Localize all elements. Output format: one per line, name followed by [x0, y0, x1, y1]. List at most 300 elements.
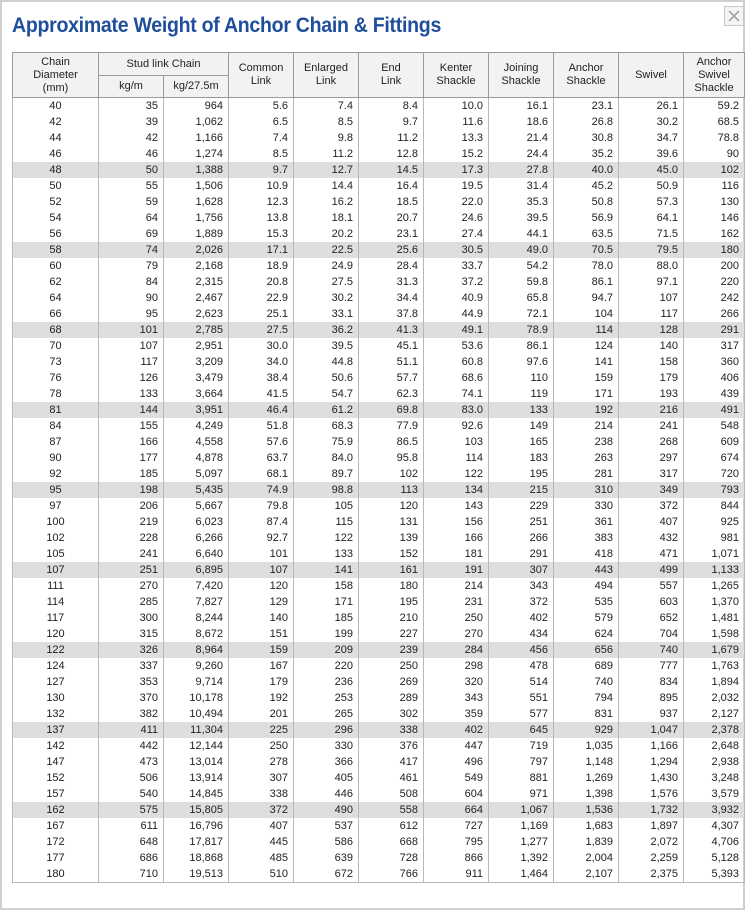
cell-anchor-shackle: 192 [554, 402, 619, 418]
cell-joining-shackle: 27.8 [489, 162, 554, 178]
cell-end-link: 69.8 [359, 402, 424, 418]
cell-kg-per-27-5m: 18,868 [164, 850, 229, 866]
cell-anchor-shackle: 494 [554, 578, 619, 594]
cell-kg-per-m: 251 [99, 562, 164, 578]
table-row [13, 338, 745, 354]
cell-kg-per-m: 35 [99, 98, 164, 115]
cell-swivel: 241 [619, 418, 684, 434]
cell-kg-per-27-5m: 2,623 [164, 306, 229, 322]
table-row [13, 178, 745, 194]
cell-kg-per-m: 185 [99, 466, 164, 482]
cell-anchor-shackle: 281 [554, 466, 619, 482]
cell-kenter-shackle: 496 [424, 754, 489, 770]
cell-swivel: 895 [619, 690, 684, 706]
cell-kenter-shackle: 866 [424, 850, 489, 866]
cell-common-link: 485 [229, 850, 294, 866]
table-row [13, 834, 745, 850]
cell-kg-per-27-5m: 2,467 [164, 290, 229, 306]
cell-kg-per-27-5m: 3,209 [164, 354, 229, 370]
cell-kg-per-27-5m: 1,889 [164, 226, 229, 242]
cell-joining-shackle: 797 [489, 754, 554, 770]
cell-swivel: 2,259 [619, 850, 684, 866]
cell-kg-per-m: 285 [99, 594, 164, 610]
cell-anchor-shackle: 78.0 [554, 258, 619, 274]
table-row [13, 562, 745, 578]
cell-enlarged-link: 236 [294, 674, 359, 690]
cell-anchor-swivel-shackle: 1,598 [684, 626, 745, 642]
cell-anchor-swivel-shackle: 674 [684, 450, 745, 466]
header-anchor-shackle: Anchor Shackle [554, 53, 619, 98]
cell-kg-per-m: 228 [99, 530, 164, 546]
cell-anchor-swivel-shackle: 3,932 [684, 802, 745, 818]
cell-joining-shackle: 478 [489, 658, 554, 674]
cell-common-link: 41.5 [229, 386, 294, 402]
cell-kenter-shackle: 15.2 [424, 146, 489, 162]
cell-anchor-swivel-shackle: 2,032 [684, 690, 745, 706]
cell-anchor-shackle: 418 [554, 546, 619, 562]
cell-end-link: 269 [359, 674, 424, 690]
cell-swivel: 740 [619, 642, 684, 658]
table-row [13, 850, 745, 866]
cell-kenter-shackle: 74.1 [424, 386, 489, 402]
cell-chain-diameter: 64 [13, 290, 99, 306]
cell-end-link: 461 [359, 770, 424, 786]
close-button[interactable] [724, 6, 744, 26]
cell-anchor-shackle: 310 [554, 482, 619, 498]
cell-kg-per-m: 69 [99, 226, 164, 242]
cell-joining-shackle: 72.1 [489, 306, 554, 322]
cell-anchor-swivel-shackle: 266 [684, 306, 745, 322]
cell-common-link: 8.5 [229, 146, 294, 162]
table-row [13, 146, 745, 162]
cell-anchor-shackle: 624 [554, 626, 619, 642]
anchor-chain-weight-table [12, 52, 745, 883]
cell-swivel: 297 [619, 450, 684, 466]
cell-swivel: 471 [619, 546, 684, 562]
cell-end-link: 227 [359, 626, 424, 642]
cell-enlarged-link: 209 [294, 642, 359, 658]
cell-kg-per-m: 90 [99, 290, 164, 306]
cell-kg-per-27-5m: 2,785 [164, 322, 229, 338]
cell-anchor-swivel-shackle: 3,579 [684, 786, 745, 802]
cell-kg-per-27-5m: 3,479 [164, 370, 229, 386]
cell-chain-diameter: 114 [13, 594, 99, 610]
cell-anchor-swivel-shackle: 2,127 [684, 706, 745, 722]
cell-kenter-shackle: 114 [424, 450, 489, 466]
table-row [13, 194, 745, 210]
cell-swivel: 26.1 [619, 98, 684, 115]
table-row [13, 786, 745, 802]
cell-chain-diameter: 132 [13, 706, 99, 722]
close-icon [725, 7, 743, 25]
cell-swivel: 140 [619, 338, 684, 354]
cell-enlarged-link: 27.5 [294, 274, 359, 290]
cell-swivel: 39.6 [619, 146, 684, 162]
cell-joining-shackle: 78.9 [489, 322, 554, 338]
cell-swivel: 1,294 [619, 754, 684, 770]
cell-enlarged-link: 185 [294, 610, 359, 626]
cell-kenter-shackle: 549 [424, 770, 489, 786]
cell-kg-per-m: 59 [99, 194, 164, 210]
cell-chain-diameter: 66 [13, 306, 99, 322]
cell-end-link: 23.1 [359, 226, 424, 242]
cell-chain-diameter: 100 [13, 514, 99, 530]
table-row [13, 818, 745, 834]
table-row [13, 226, 745, 242]
cell-anchor-shackle: 26.8 [554, 114, 619, 130]
cell-end-link: 11.2 [359, 130, 424, 146]
cell-kg-per-27-5m: 5,667 [164, 498, 229, 514]
header-end-link: End Link [359, 53, 424, 98]
cell-anchor-shackle: 579 [554, 610, 619, 626]
cell-kenter-shackle: 664 [424, 802, 489, 818]
cell-chain-diameter: 48 [13, 162, 99, 178]
cell-anchor-shackle: 535 [554, 594, 619, 610]
cell-swivel: 1,047 [619, 722, 684, 738]
cell-kg-per-m: 166 [99, 434, 164, 450]
cell-swivel: 34.7 [619, 130, 684, 146]
cell-kg-per-27-5m: 5,097 [164, 466, 229, 482]
cell-anchor-swivel-shackle: 200 [684, 258, 745, 274]
cell-joining-shackle: 119 [489, 386, 554, 402]
cell-kg-per-m: 353 [99, 674, 164, 690]
header-swivel: Swivel [619, 53, 684, 98]
cell-anchor-swivel-shackle: 130 [684, 194, 745, 210]
cell-kg-per-m: 473 [99, 754, 164, 770]
cell-anchor-swivel-shackle: 90 [684, 146, 745, 162]
cell-kg-per-27-5m: 16,796 [164, 818, 229, 834]
cell-kg-per-27-5m: 4,558 [164, 434, 229, 450]
cell-kg-per-m: 117 [99, 354, 164, 370]
cell-kg-per-27-5m: 1,062 [164, 114, 229, 130]
cell-kg-per-27-5m: 10,494 [164, 706, 229, 722]
cell-end-link: 131 [359, 514, 424, 530]
cell-end-link: 289 [359, 690, 424, 706]
cell-common-link: 38.4 [229, 370, 294, 386]
cell-kenter-shackle: 68.6 [424, 370, 489, 386]
cell-kenter-shackle: 37.2 [424, 274, 489, 290]
cell-anchor-swivel-shackle: 59.2 [684, 98, 745, 115]
cell-swivel: 2,072 [619, 834, 684, 850]
cell-enlarged-link: 16.2 [294, 194, 359, 210]
cell-end-link: 195 [359, 594, 424, 610]
cell-chain-diameter: 130 [13, 690, 99, 706]
cell-anchor-shackle: 2,004 [554, 850, 619, 866]
cell-anchor-swivel-shackle: 609 [684, 434, 745, 450]
cell-enlarged-link: 405 [294, 770, 359, 786]
cell-anchor-shackle: 1,536 [554, 802, 619, 818]
cell-chain-diameter: 81 [13, 402, 99, 418]
cell-anchor-swivel-shackle: 981 [684, 530, 745, 546]
cell-kenter-shackle: 270 [424, 626, 489, 642]
cell-swivel: 499 [619, 562, 684, 578]
cell-common-link: 192 [229, 690, 294, 706]
cell-anchor-swivel-shackle: 78.8 [684, 130, 745, 146]
cell-kenter-shackle: 214 [424, 578, 489, 594]
cell-anchor-shackle: 238 [554, 434, 619, 450]
cell-kg-per-m: 540 [99, 786, 164, 802]
cell-kg-per-27-5m: 6,023 [164, 514, 229, 530]
cell-common-link: 13.8 [229, 210, 294, 226]
cell-kenter-shackle: 10.0 [424, 98, 489, 115]
cell-end-link: 95.8 [359, 450, 424, 466]
cell-kg-per-27-5m: 7,827 [164, 594, 229, 610]
cell-kenter-shackle: 122 [424, 466, 489, 482]
cell-swivel: 30.2 [619, 114, 684, 130]
cell-kg-per-27-5m: 19,513 [164, 866, 229, 883]
cell-end-link: 57.7 [359, 370, 424, 386]
cell-enlarged-link: 296 [294, 722, 359, 738]
cell-kg-per-27-5m: 2,026 [164, 242, 229, 258]
cell-kenter-shackle: 60.8 [424, 354, 489, 370]
cell-anchor-shackle: 1,035 [554, 738, 619, 754]
cell-swivel: 128 [619, 322, 684, 338]
cell-anchor-shackle: 104 [554, 306, 619, 322]
cell-end-link: 668 [359, 834, 424, 850]
cell-joining-shackle: 86.1 [489, 338, 554, 354]
cell-kg-per-m: 300 [99, 610, 164, 626]
cell-anchor-shackle: 330 [554, 498, 619, 514]
cell-chain-diameter: 54 [13, 210, 99, 226]
cell-anchor-shackle: 171 [554, 386, 619, 402]
cell-common-link: 30.0 [229, 338, 294, 354]
cell-joining-shackle: 251 [489, 514, 554, 530]
table-row [13, 274, 745, 290]
table-row [13, 594, 745, 610]
header-joining-shackle: Joining Shackle [489, 53, 554, 98]
cell-kg-per-m: 686 [99, 850, 164, 866]
cell-anchor-shackle: 114 [554, 322, 619, 338]
cell-common-link: 57.6 [229, 434, 294, 450]
cell-anchor-swivel-shackle: 2,378 [684, 722, 745, 738]
cell-swivel: 64.1 [619, 210, 684, 226]
cell-chain-diameter: 78 [13, 386, 99, 402]
header-kenter-shackle: Kenter Shackle [424, 53, 489, 98]
cell-enlarged-link: 98.8 [294, 482, 359, 498]
cell-joining-shackle: 1,464 [489, 866, 554, 883]
cell-chain-diameter: 42 [13, 114, 99, 130]
cell-joining-shackle: 215 [489, 482, 554, 498]
cell-anchor-swivel-shackle: 491 [684, 402, 745, 418]
cell-kg-per-m: 206 [99, 498, 164, 514]
table-row [13, 498, 745, 514]
cell-kenter-shackle: 181 [424, 546, 489, 562]
cell-enlarged-link: 8.5 [294, 114, 359, 130]
cell-kg-per-27-5m: 3,951 [164, 402, 229, 418]
cell-kg-per-27-5m: 1,388 [164, 162, 229, 178]
cell-common-link: 407 [229, 818, 294, 834]
cell-kenter-shackle: 320 [424, 674, 489, 690]
cell-common-link: 5.6 [229, 98, 294, 115]
header-kg-per-27-5m: kg/27.5m [164, 76, 229, 98]
cell-enlarged-link: 639 [294, 850, 359, 866]
cell-enlarged-link: 133 [294, 546, 359, 562]
cell-end-link: 139 [359, 530, 424, 546]
cell-joining-shackle: 456 [489, 642, 554, 658]
cell-joining-shackle: 343 [489, 578, 554, 594]
cell-joining-shackle: 49.0 [489, 242, 554, 258]
table-row [13, 530, 745, 546]
cell-anchor-shackle: 50.8 [554, 194, 619, 210]
cell-joining-shackle: 65.8 [489, 290, 554, 306]
page-title: Approximate Weight of Anchor Chain & Fittings [12, 14, 442, 37]
cell-end-link: 766 [359, 866, 424, 883]
cell-end-link: 180 [359, 578, 424, 594]
cell-joining-shackle: 165 [489, 434, 554, 450]
cell-common-link: 250 [229, 738, 294, 754]
cell-enlarged-link: 30.2 [294, 290, 359, 306]
cell-chain-diameter: 120 [13, 626, 99, 642]
cell-anchor-swivel-shackle: 439 [684, 386, 745, 402]
cell-anchor-shackle: 45.2 [554, 178, 619, 194]
cell-kg-per-m: 198 [99, 482, 164, 498]
cell-joining-shackle: 18.6 [489, 114, 554, 130]
cell-swivel: 1,430 [619, 770, 684, 786]
cell-kg-per-27-5m: 4,878 [164, 450, 229, 466]
cell-swivel: 268 [619, 434, 684, 450]
cell-anchor-shackle: 35.2 [554, 146, 619, 162]
cell-kenter-shackle: 143 [424, 498, 489, 514]
cell-enlarged-link: 44.8 [294, 354, 359, 370]
cell-common-link: 225 [229, 722, 294, 738]
cell-kenter-shackle: 11.6 [424, 114, 489, 130]
cell-common-link: 201 [229, 706, 294, 722]
cell-kg-per-m: 79 [99, 258, 164, 274]
cell-anchor-shackle: 56.9 [554, 210, 619, 226]
cell-end-link: 120 [359, 498, 424, 514]
cell-anchor-swivel-shackle: 1,370 [684, 594, 745, 610]
cell-end-link: 728 [359, 850, 424, 866]
cell-joining-shackle: 54.2 [489, 258, 554, 274]
cell-end-link: 25.6 [359, 242, 424, 258]
cell-anchor-shackle: 2,107 [554, 866, 619, 883]
cell-end-link: 34.4 [359, 290, 424, 306]
cell-kenter-shackle: 250 [424, 610, 489, 626]
cell-common-link: 151 [229, 626, 294, 642]
cell-enlarged-link: 11.2 [294, 146, 359, 162]
cell-anchor-swivel-shackle: 720 [684, 466, 745, 482]
cell-enlarged-link: 7.4 [294, 98, 359, 115]
table-row [13, 402, 745, 418]
cell-common-link: 107 [229, 562, 294, 578]
cell-common-link: 51.8 [229, 418, 294, 434]
cell-anchor-swivel-shackle: 1,481 [684, 610, 745, 626]
cell-common-link: 179 [229, 674, 294, 690]
cell-enlarged-link: 220 [294, 658, 359, 674]
cell-kg-per-27-5m: 5,435 [164, 482, 229, 498]
cell-anchor-shackle: 689 [554, 658, 619, 674]
table-row [13, 722, 745, 738]
cell-common-link: 22.9 [229, 290, 294, 306]
cell-kg-per-m: 84 [99, 274, 164, 290]
table-row [13, 642, 745, 658]
cell-kg-per-27-5m: 14,845 [164, 786, 229, 802]
cell-anchor-shackle: 124 [554, 338, 619, 354]
cell-end-link: 612 [359, 818, 424, 834]
cell-enlarged-link: 265 [294, 706, 359, 722]
cell-enlarged-link: 36.2 [294, 322, 359, 338]
cell-enlarged-link: 84.0 [294, 450, 359, 466]
cell-common-link: 74.9 [229, 482, 294, 498]
cell-common-link: 12.3 [229, 194, 294, 210]
cell-kg-per-m: 46 [99, 146, 164, 162]
cell-end-link: 77.9 [359, 418, 424, 434]
table-row [13, 434, 745, 450]
cell-common-link: 278 [229, 754, 294, 770]
cell-kg-per-27-5m: 10,178 [164, 690, 229, 706]
cell-enlarged-link: 54.7 [294, 386, 359, 402]
cell-swivel: 117 [619, 306, 684, 322]
cell-kg-per-m: 326 [99, 642, 164, 658]
cell-end-link: 161 [359, 562, 424, 578]
cell-swivel: 179 [619, 370, 684, 386]
cell-end-link: 508 [359, 786, 424, 802]
cell-end-link: 41.3 [359, 322, 424, 338]
cell-chain-diameter: 73 [13, 354, 99, 370]
cell-kenter-shackle: 191 [424, 562, 489, 578]
cell-anchor-swivel-shackle: 4,307 [684, 818, 745, 834]
cell-anchor-shackle: 1,683 [554, 818, 619, 834]
cell-swivel: 50.9 [619, 178, 684, 194]
cell-chain-diameter: 90 [13, 450, 99, 466]
cell-anchor-swivel-shackle: 68.5 [684, 114, 745, 130]
cell-end-link: 31.3 [359, 274, 424, 290]
cell-common-link: 27.5 [229, 322, 294, 338]
table-row [13, 290, 745, 306]
cell-enlarged-link: 22.5 [294, 242, 359, 258]
cell-common-link: 17.1 [229, 242, 294, 258]
cell-kg-per-27-5m: 4,249 [164, 418, 229, 434]
cell-common-link: 7.4 [229, 130, 294, 146]
cell-common-link: 140 [229, 610, 294, 626]
cell-kg-per-27-5m: 8,244 [164, 610, 229, 626]
cell-chain-diameter: 76 [13, 370, 99, 386]
cell-end-link: 28.4 [359, 258, 424, 274]
table-row [13, 866, 745, 883]
cell-anchor-swivel-shackle: 1,265 [684, 578, 745, 594]
cell-kg-per-m: 611 [99, 818, 164, 834]
table-row [13, 690, 745, 706]
cell-swivel: 107 [619, 290, 684, 306]
header-enlarged-link: Enlarged Link [294, 53, 359, 98]
table-row [13, 418, 745, 434]
cell-swivel: 216 [619, 402, 684, 418]
cell-kenter-shackle: 33.7 [424, 258, 489, 274]
header-common-link: Common Link [229, 53, 294, 98]
cell-joining-shackle: 719 [489, 738, 554, 754]
cell-chain-diameter: 167 [13, 818, 99, 834]
cell-enlarged-link: 50.6 [294, 370, 359, 386]
cell-enlarged-link: 330 [294, 738, 359, 754]
cell-anchor-swivel-shackle: 2,648 [684, 738, 745, 754]
cell-chain-diameter: 157 [13, 786, 99, 802]
cell-kenter-shackle: 402 [424, 722, 489, 738]
cell-common-link: 372 [229, 802, 294, 818]
cell-kg-per-27-5m: 1,756 [164, 210, 229, 226]
cell-swivel: 1,732 [619, 802, 684, 818]
cell-kg-per-m: 155 [99, 418, 164, 434]
cell-kg-per-27-5m: 17,817 [164, 834, 229, 850]
cell-enlarged-link: 9.8 [294, 130, 359, 146]
cell-anchor-shackle: 361 [554, 514, 619, 530]
table-row [13, 258, 745, 274]
cell-kg-per-27-5m: 11,304 [164, 722, 229, 738]
cell-anchor-swivel-shackle: 1,894 [684, 674, 745, 690]
cell-kg-per-27-5m: 2,951 [164, 338, 229, 354]
cell-chain-diameter: 117 [13, 610, 99, 626]
cell-chain-diameter: 105 [13, 546, 99, 562]
cell-chain-diameter: 60 [13, 258, 99, 274]
